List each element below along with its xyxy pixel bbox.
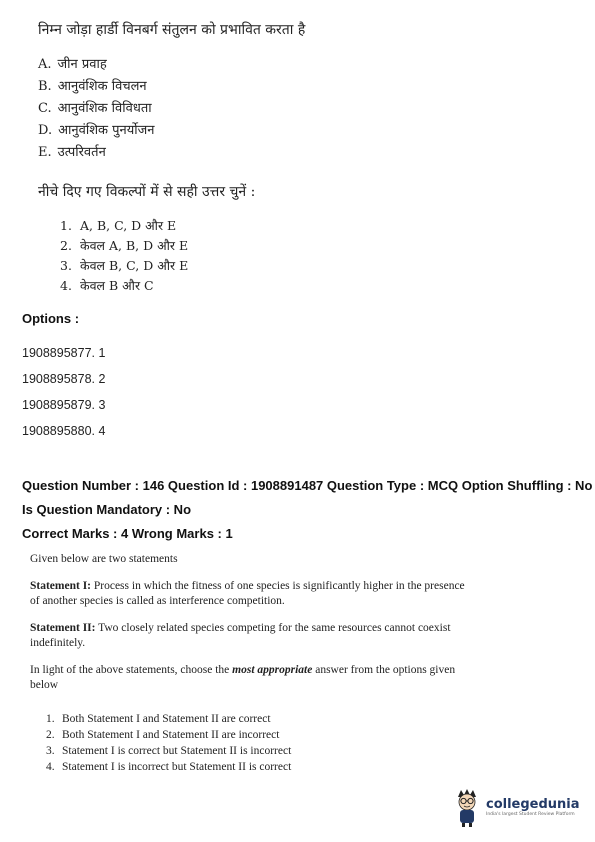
answer-choice [46, 711, 470, 727]
choice-text: Both Statement I and Statement II are correct [62, 713, 271, 725]
answer-choice [60, 216, 568, 236]
answer-choice [60, 256, 568, 276]
statement-label: C. [38, 101, 52, 116]
statement-text: आनुवंशिक विचलन [57, 79, 147, 94]
statement-list [38, 54, 568, 164]
option-row: 1908895879. 3 [22, 398, 106, 412]
statement-one [30, 579, 470, 609]
choice-text: केवल B और C [80, 278, 154, 293]
brand-tagline: India's largest Student Review Platform [486, 812, 575, 817]
statement-item [38, 98, 568, 120]
statement-one-text: Process in which the fitness of one species is significantly higher in the presence of another species is called as interference competition. [30, 580, 465, 607]
question-english [30, 552, 470, 775]
marks-line: Correct Marks : 4 Wrong Marks : 1 [22, 526, 233, 541]
choice-text: Both Statement I and Statement II are incorrect [62, 729, 280, 741]
option-row: 1908895880. 4 [22, 424, 106, 438]
options-block [22, 311, 105, 444]
choice-number: 2. [60, 238, 72, 253]
statement-item [38, 142, 568, 164]
options-heading: Options : [22, 311, 80, 326]
question-hindi [38, 20, 568, 296]
statement-two-label: Statement II: [30, 622, 96, 634]
option-row: 1908895878. 2 [22, 372, 106, 386]
statement-two-text: Two closely related species competing for the same resources cannot coexist indefinitely. [30, 622, 451, 649]
answer-choice [46, 759, 470, 775]
statement-label: B. [38, 79, 52, 94]
choice-number: 1. [46, 713, 55, 725]
statement-label: D. [38, 123, 53, 138]
choice-text: Statement I is correct but Statement II is incorrect [62, 745, 292, 757]
collegedunia-logo [452, 783, 582, 831]
statement-one-label: Statement I: [30, 580, 91, 592]
instruction-pre: In light of the above statements, choose the [30, 664, 230, 676]
choice-number: 3. [60, 258, 72, 273]
answer-choice [46, 727, 470, 743]
statement-text: आनुवंशिक विविधता [57, 101, 152, 116]
statement-text: आनुवंशिक पुनर्योजन [58, 123, 155, 138]
choice-number: 4. [46, 761, 55, 773]
choice-text: केवल A, B, D और E [80, 238, 189, 253]
statement-item [38, 76, 568, 98]
statement-label: E. [38, 145, 52, 160]
option-row: 1908895877. 1 [22, 346, 106, 360]
choice-text: केवल B, C, D और E [80, 258, 189, 273]
answer-choice [46, 743, 470, 759]
mandatory-line: Is Question Mandatory : No [22, 502, 192, 517]
question-intro: Given below are two statements [30, 553, 178, 565]
statement-item [38, 120, 568, 142]
instruction-post: answer from the options given below [30, 664, 456, 691]
choice-number: 4. [60, 278, 72, 293]
mascot-icon [452, 787, 482, 827]
statement-label: A. [38, 57, 52, 72]
choice-number: 1. [60, 218, 72, 233]
instruction-emphasis: most appropriate [232, 664, 313, 676]
question-info-line: Question Number : 146 Question Id : 1908891487 Question Type : MCQ Option Shuffling : No [22, 478, 593, 493]
brand-text [486, 797, 580, 817]
answer-choice [60, 276, 568, 296]
answer-choice [60, 236, 568, 256]
brand-name: collegedunia [486, 797, 580, 812]
statement-two [30, 621, 470, 651]
choice-text: A, B, C, D और E [80, 218, 177, 233]
choice-number: 3. [46, 745, 55, 757]
answer-choices [46, 711, 470, 775]
statement-item [38, 54, 568, 76]
answer-choices [38, 216, 568, 296]
answer-instruction [30, 663, 470, 693]
choice-text: Statement I is incorrect but Statement II is correct [62, 761, 292, 773]
choice-number: 2. [46, 729, 55, 741]
question-stem: निम्न जोड़ा हार्डी विनबर्ग संतुलन को प्रभावित करता है [38, 22, 306, 38]
answer-prompt: नीचे दिए गए विकल्पों में से सही उत्तर चुनें : [38, 184, 256, 200]
question-meta [22, 474, 593, 546]
statement-text: उत्परिवर्तन [57, 145, 106, 160]
statement-text: जीन प्रवाह [57, 57, 107, 72]
